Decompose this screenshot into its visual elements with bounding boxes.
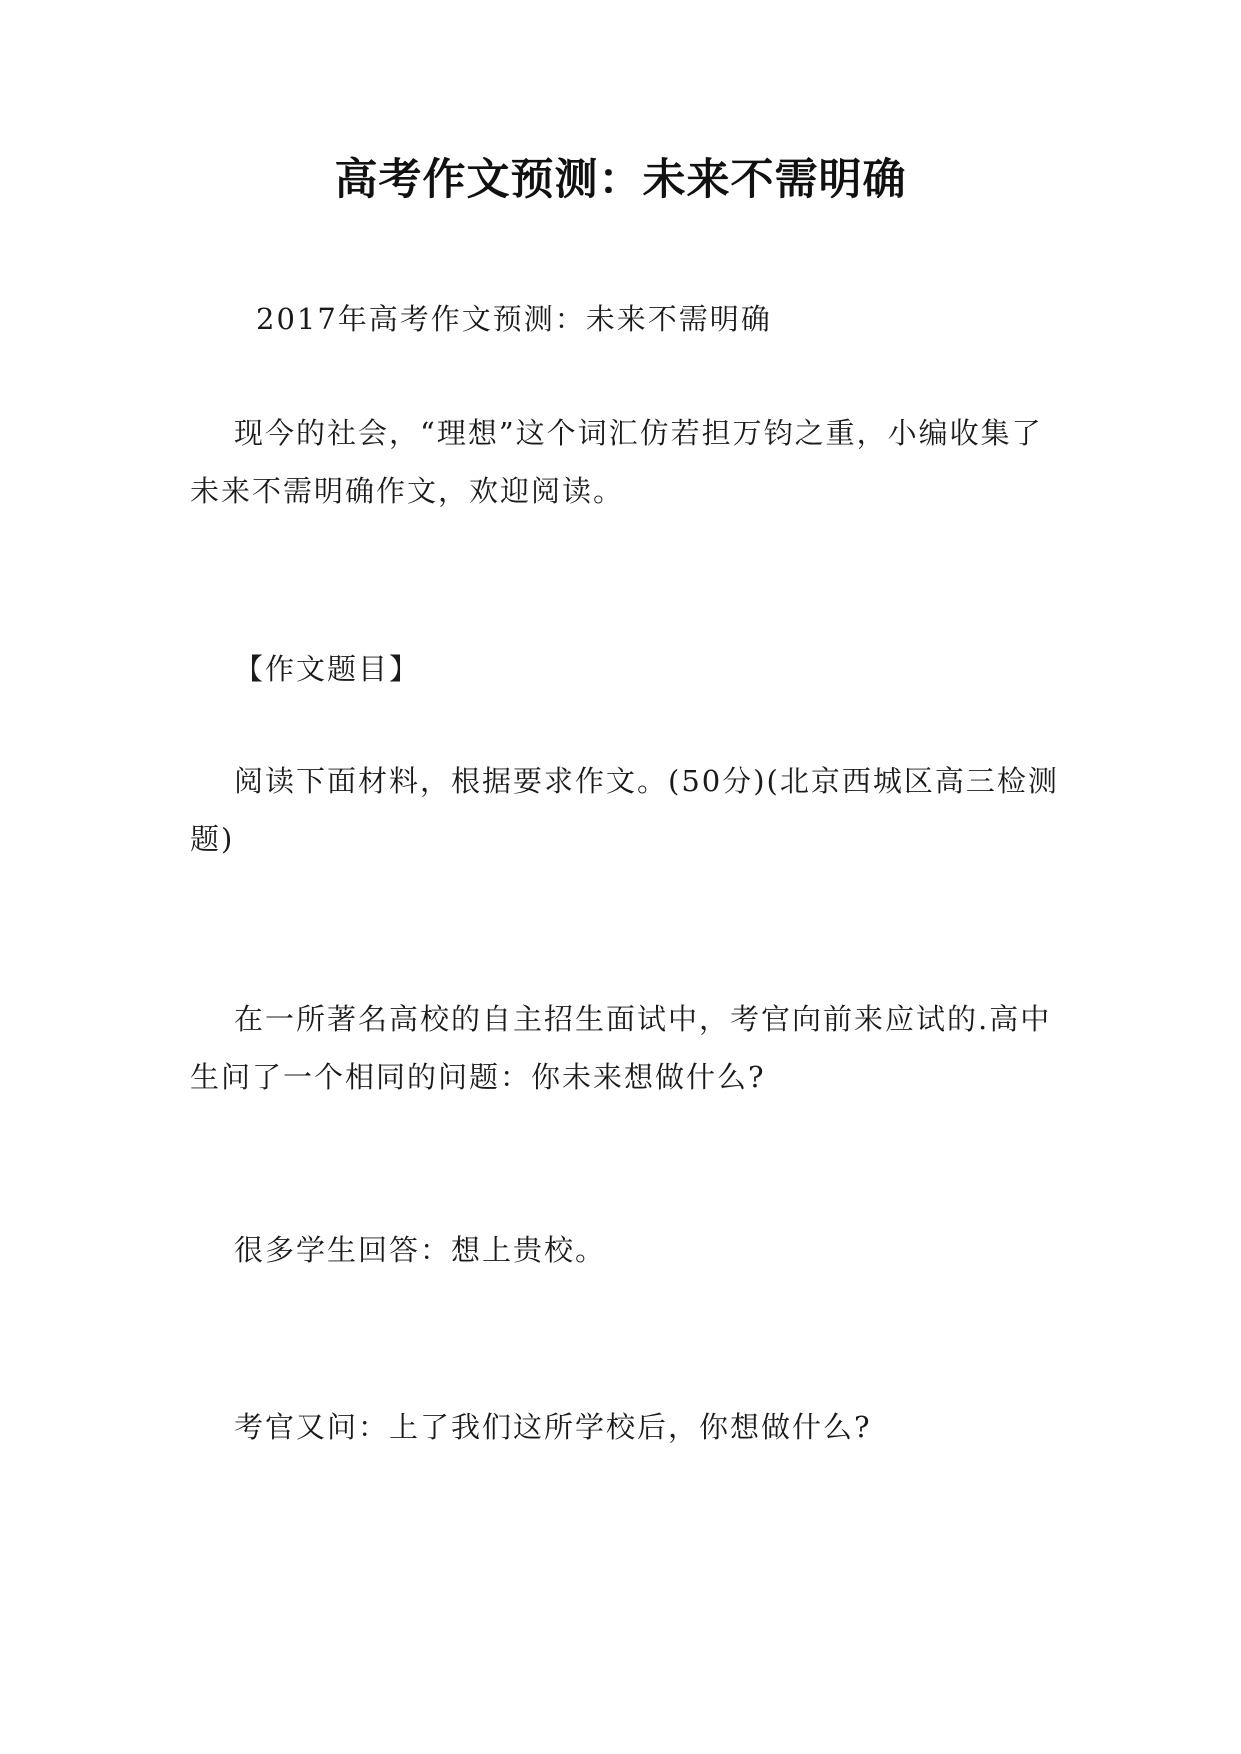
body-paragraph: 考官又问：上了我们这所学校后，你想做什么?	[234, 1410, 872, 1444]
body-paragraph: 阅读下面材料，根据要求作文。(50分)(北京西城区高三检测题)	[190, 764, 1059, 856]
document-title: 高考作文预测：未来不需明确	[334, 155, 907, 205]
section-heading: 【作文题目】	[234, 652, 421, 686]
body-paragraph: 在一所著名高校的自主招生面试中，考官向前来应试的.高中生问了一个相同的问题：你未来想做什么?	[190, 1002, 1052, 1094]
intro-paragraph: 现今的社会，“理想”这个词汇仿若担万钧之重，小编收集了未来不需明确作文，欢迎阅读。	[190, 416, 1043, 508]
subtitle-paragraph: 2017年高考作文预测：未来不需明确	[256, 302, 772, 336]
body-paragraph: 很多学生回答：想上贵校。	[234, 1233, 607, 1267]
